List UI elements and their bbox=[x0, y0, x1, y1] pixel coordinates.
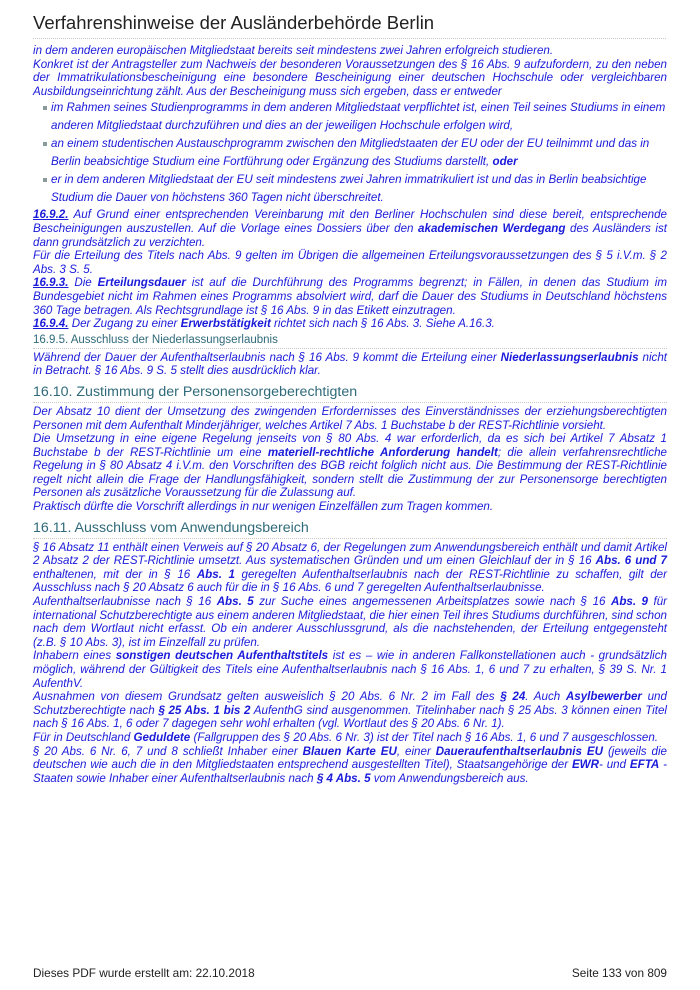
paragraph: Für die Erteilung des Titels nach Abs. 9 gelten im Übrigen die allgemeinen Erteilungsvoraussetzungen des § 5 i.V.m. § 2 Abs. 3 S. 5. bbox=[33, 249, 667, 276]
bullet-icon bbox=[43, 142, 47, 146]
list-item-text: an einem studentischen Austauschprogramm zwischen den Mitgliedstaaten der EU oder der EU teilnimmt und das in Berlin beabsichtige Studium eine Fortführung oder Ergänzung des Studiums darstellt, bbox=[51, 137, 650, 169]
bullet-icon bbox=[43, 106, 47, 110]
text: ; die allein verfahrensrechtliche Regelung in § 80 Absatz 4 i.V.m. den Vorschriften des BGB reicht folglich nicht aus. Die Bestimmung der REST-Richtlinie regelt nicht allein die Frage der Handlungsfähigkeit, sondern stellt die Zustimmung der zur Personensorge berechtigten Personen als zusätzliche Voraussetzung für die Zulassung auf. bbox=[33, 445, 667, 500]
text: nicht in Betracht. § 16 Abs. 9 S. 5 stellt dies ausdrücklich klar. bbox=[33, 350, 667, 378]
bold-text: EWR bbox=[571, 758, 599, 772]
subsection-heading: 16.9.5. Ausschluss der Niederlassungserlaubnis bbox=[33, 334, 667, 349]
bold-text: § 24 bbox=[500, 690, 526, 704]
text: Die bbox=[68, 276, 98, 290]
section-16-9-3 bbox=[33, 276, 667, 317]
text: des Ausländers ist dann grundsätzlich zu verzichten. bbox=[33, 221, 668, 249]
paragraph bbox=[33, 690, 667, 731]
bold-text: Geduldete bbox=[133, 730, 191, 744]
text: Die Umsetzung in eine eigene Regelung jenseits von § 80 Abs. 4 war erforderlich, da es sich bei Artikel 7 Absatz 1 Buchstabe b der REST-Richtlinie um eine bbox=[33, 432, 667, 459]
bold-text: § 4 Abs. 5 bbox=[316, 771, 371, 785]
bold-text: Abs. 1 bbox=[196, 567, 235, 581]
text: enthaltenen, mit der in § 16 bbox=[33, 567, 197, 581]
bold-text: Erteilungsdauer bbox=[97, 276, 186, 290]
text: für international Schutzberechtigte aus einem anderen Mitgliedstaat, die hier einen Teil ihres Studiums durchführen, sind schon nach dem Wortlaut nicht erfasst. Ob ein anderer Ausschlussgrund, als die nachstehenden, der Erteilung entgegensteht (z.B. § 10 Abs. 3), ist im Einzelfall zu prüfen. bbox=[33, 595, 668, 649]
paragraph: Praktisch dürfte die Vorschrift allerdings in nur wenigen Einzelfällen zum Tragen kommen. bbox=[33, 500, 494, 514]
paragraph bbox=[33, 541, 667, 595]
text: . Auch bbox=[525, 690, 566, 704]
list-item-text: er in dem anderen Mitgliedstaat der EU seit mindestens zwei Jahren immatrikuliert ist und das in Berlin beabsichtige Studium die Dauer von höchstens 360 Tagen nicht überschreitet. bbox=[51, 173, 647, 205]
bold-text: Erwerbstätigkeit bbox=[180, 317, 271, 331]
text: und Schutzberechtigte nach bbox=[33, 690, 667, 717]
section-16-9-4 bbox=[33, 317, 667, 331]
bold-text: Asylbewerber bbox=[565, 690, 642, 704]
text: zur Suche eines angemessenen Arbeitsplatzes sowie nach § 16 bbox=[253, 595, 611, 609]
bold-text: § 25 Abs. 1 bis 2 bbox=[158, 703, 251, 717]
section-heading: 16.11. Ausschluss vom Anwendungsbereich bbox=[33, 520, 667, 539]
paragraph bbox=[33, 595, 667, 649]
list-item bbox=[43, 171, 667, 207]
bold-text: Abs. 6 und 7 bbox=[595, 554, 667, 568]
text: geregelten Aufenthaltserlaubnis nach der REST-Richtlinie zu schaffen, gilt der Ausschluss nach § 20 Absatz 6 auch für die in § 16 Abs. 6 und 7 geregelten Aufenthaltserlaubnisse. bbox=[33, 567, 667, 595]
text: - und bbox=[599, 758, 630, 772]
page-title: Verfahrenshinweise der Ausländerbehörde Berlin bbox=[33, 12, 666, 39]
list-item bbox=[43, 99, 667, 135]
bold-text: Daueraufenthaltserlaubnis EU bbox=[435, 744, 604, 758]
bullet-list bbox=[33, 99, 667, 207]
text: ist auf die Durchführung des Programms begrenzt; in Fällen, in denen das Studium im Bundesgebiet nicht im Rahmen eines Programms absolviert wird, darf die Dauer des Studiums in Deutschland höchstens 360 Tage betragen. Als Rechtsgrundlage ist § 16 Abs. 9 in das Etikett einzutragen. bbox=[33, 276, 667, 317]
text: richtet sich nach § 16 Abs. 3. Siehe A.16.3. bbox=[270, 317, 495, 331]
section-16-9-2 bbox=[33, 208, 667, 249]
bold-text: materiell-rechtliche Anforderung handelt bbox=[267, 445, 498, 459]
paragraph bbox=[33, 649, 667, 690]
paragraph bbox=[33, 432, 667, 500]
text: Aufenthaltserlaubnisse nach § 16 bbox=[33, 595, 217, 609]
bold-text: Blauen Karte EU bbox=[302, 744, 397, 758]
bold-text: Niederlassungserlaubnis bbox=[500, 350, 639, 364]
list-item-bold: oder bbox=[492, 155, 518, 169]
text: vom Anwendungsbereich aus. bbox=[370, 771, 529, 785]
bold-text: Abs. 9 bbox=[610, 595, 648, 609]
text: § 16 Absatz 11 enthält einen Verweis auf § 20 Absatz 6, der Regelungen zum Anwendungsbereich enthält und damit Artikel 2 Absatz 2 der REST-Richtlinie umsetzt. Aus systematischen Gründen und um einen Gleichlauf der in § 16 bbox=[33, 540, 667, 568]
text: , einer bbox=[396, 744, 436, 758]
list-item-text: im Rahmen seines Studienprogramms in dem anderen Mitgliedstaat verpflichtet ist, einen Teil seines Studiums in einem anderen Mitgliedstaat durchzuführen und dies an der jeweiligen Hochschule erfolgen wird, bbox=[51, 101, 666, 133]
section-heading: 16.10. Zustimmung der Personensorgeberechtigten bbox=[33, 384, 667, 403]
page-number: Seite 133 von 809 bbox=[571, 966, 667, 980]
text: ist es – wie in anderen Fallkonstellationen auch - grundsätzlich möglich, während der Gültigkeit des Titels eine Aufenthaltserlaubnis nach § 16 Abs. 1, 6 und 7 zu erhalten, § 39 S. Nr. 1 AufenthV. bbox=[33, 649, 667, 690]
bold-text: Abs. 5 bbox=[216, 595, 254, 609]
text: § 20 Abs. 6 Nr. 6, 7 und 8 schließt Inhaber einer bbox=[33, 744, 303, 758]
paragraph bbox=[33, 351, 667, 378]
paragraph bbox=[33, 745, 667, 786]
list-item bbox=[43, 135, 667, 171]
text: (Fallgruppen des § 20 Abs. 6 Nr. 3) ist der Titel nach § 16 Abs. 1, 6 und 7 ausgeschlossen. bbox=[190, 730, 659, 744]
page-footer bbox=[33, 966, 667, 980]
paragraph: Der Absatz 10 dient der Umsetzung des zwingenden Erfordernisses des Einverständnisses der erziehungsberechtigten Personen mit dem Aufenthalt Minderjähriger, welches Artikel 7 Abs. 1 Buchstabe b der REST-Richtlinie vorsieht. bbox=[33, 404, 667, 432]
text: Während der Dauer der Aufenthaltserlaubnis nach § 16 Abs. 9 kommt die Erteilung einer bbox=[33, 350, 501, 364]
text: Für in Deutschland bbox=[33, 730, 134, 744]
section-number-link[interactable]: 16.9.2. bbox=[33, 208, 69, 222]
footer-created-date: Dieses PDF wurde erstellt am: 22.10.2018 bbox=[33, 966, 255, 980]
paragraph bbox=[33, 731, 667, 745]
document-body bbox=[33, 44, 667, 785]
text: (jeweils die deutschen wie auch die in den Mitgliedstaaten entsprechend ausgestellten Titel), Staatsangehörige der bbox=[33, 744, 667, 772]
paragraph: in dem anderen europäischen Mitgliedstaat bereits seit mindestens zwei Jahren erfolgreich studieren. bbox=[33, 44, 554, 57]
bold-text: akademischen Werdegang bbox=[418, 221, 566, 235]
section-number-link[interactable]: 16.9.4. bbox=[33, 317, 69, 331]
paragraph: Konkret ist der Antragsteller zum Nachweis der besonderen Voraussetzungen des § 16 Abs. 9 aufzufordern, zu den neben der Immatrikulationsbescheinigung eine besondere Bescheinigung einer deutschen Hochschule oder vergleichbaren Ausbildungseinrichtung zählt. Aus der Bescheinigung muss sich ergeben, dass er entweder bbox=[33, 57, 667, 98]
text: Inhabern eines bbox=[33, 649, 116, 663]
text: Ausnahmen von diesem Grundsatz gelten ausweislich § 20 Abs. 6 Nr. 2 im Fall des bbox=[33, 690, 501, 704]
text: AufenthG sind ausgenommen. Titelinhaber nach § 25 Abs. 3 können einen Titel nach § 16 Abs. 1, 6 oder 7 dagegen sehr wohl erhalten (vgl. Wortlaut des § 20 Abs. 6 Nr. 1). bbox=[33, 703, 667, 731]
section-number-link[interactable]: 16.9.3. bbox=[33, 276, 69, 290]
text: Der Zugang zu einer bbox=[68, 317, 181, 331]
bullet-icon bbox=[43, 178, 47, 182]
bold-text: sonstigen deutschen Aufenthaltstitels bbox=[115, 649, 329, 663]
text: Auf Grund einer entsprechenden Vereinbarung mit den Berliner Hochschulen sind diese bereit, entsprechende Bescheinigungen auszustellen. Auf die Vorlage eines Dossiers über den bbox=[33, 208, 667, 235]
bold-text: EFTA bbox=[629, 758, 660, 772]
text: -Staaten sowie Inhaber einer Aufenthaltserlaubnis nach bbox=[33, 758, 667, 785]
